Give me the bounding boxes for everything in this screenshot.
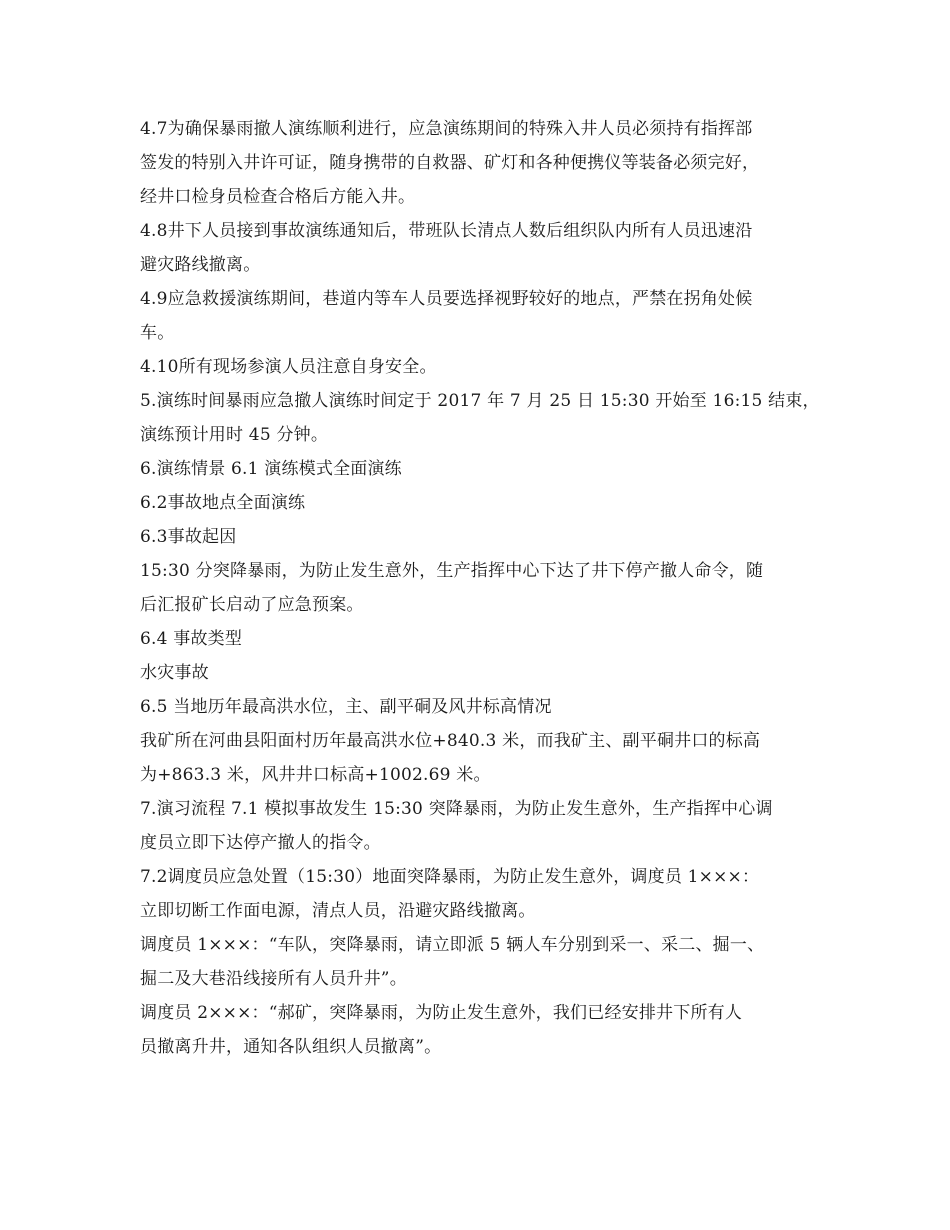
text-line: 调度员 2×××：“郝矿，突降暴雨，为防止发生意外，我们已经安排井下所有人 — [140, 1003, 743, 1023]
text-line: 员撤离升井，通知各队组织人员撤离”。 — [140, 1037, 442, 1057]
text-line: 4.7为确保暴雨撤人演练顺利进行，应急演练期间的特殊入井人员必须持有指挥部 — [140, 119, 753, 139]
paragraph-4-7 — [140, 112, 820, 214]
paragraph-4-9 — [140, 282, 820, 350]
paragraph-4-10 — [140, 350, 820, 384]
text-line: 后汇报矿长启动了应急预案。 — [140, 595, 364, 615]
text-line: 6.3事故起因 — [140, 527, 237, 547]
text-line: 5.演练时间暴雨应急撤人演练时间定于 2017 年 7 月 25 日 15:30 开始至 16:15 结束， — [140, 391, 820, 411]
text-line: 立即切断工作面电源，清点人员，沿避灾路线撤离。 — [140, 901, 536, 921]
text-line: 6.4 事故类型 — [140, 629, 243, 649]
text-line: 水灾事故 — [140, 663, 209, 683]
text-line: 7.演习流程 7.1 模拟事故发生 15:30 突降暴雨，为防止发生意外，生产指挥中心调 — [140, 799, 773, 819]
paragraph-4-8 — [140, 214, 820, 282]
paragraph-6-4 — [140, 622, 820, 656]
text-line: 6.2事故地点全面演练 — [140, 493, 306, 513]
text-line: 掘二及大巷沿线接所有人员升井”。 — [140, 969, 407, 989]
text-line: 经井口检身员检查合格后方能入井。 — [140, 187, 416, 207]
text-line: 我矿所在河曲县阳面村历年最高洪水位+840.3 米，而我矿主、副平硐井口的标高 — [140, 731, 761, 751]
paragraph-cause — [140, 554, 820, 622]
paragraph-7-1 — [140, 792, 820, 860]
paragraph-6-3 — [140, 520, 820, 554]
paragraph-dispatcher-1 — [140, 928, 820, 996]
text-line: 4.10所有现场参演人员注意自身安全。 — [140, 357, 437, 377]
text-line: 7.2调度员应急处置（15:30）地面突降暴雨，为防止发生意外，调度员 1×××： — [140, 867, 760, 887]
paragraph-elevation — [140, 724, 820, 792]
text-line: 度员立即下达停产撤人的指令。 — [140, 833, 381, 853]
paragraph-6-1 — [140, 452, 820, 486]
paragraph-6-2 — [140, 486, 820, 520]
text-line: 签发的特别入井许可证，随身携带的自救器、矿灯和各种便携仪等装备必须完好， — [140, 153, 760, 173]
text-line: 演练预计用时 45 分钟。 — [140, 425, 329, 445]
paragraph-6-5 — [140, 690, 820, 724]
text-line: 调度员 1×××：“车队，突降暴雨，请立即派 5 辆人车分别到采一、采二、掘一、 — [140, 935, 765, 955]
text-line: 避灾路线撤离。 — [140, 255, 261, 275]
paragraph-5 — [140, 384, 820, 452]
paragraph-dispatcher-2 — [140, 996, 820, 1064]
paragraph-type — [140, 656, 820, 690]
text-line: 6.5 当地历年最高洪水位，主、副平硐及风井标高情况 — [140, 697, 552, 717]
text-line: 15:30 分突降暴雨，为防止发生意外，生产指挥中心下达了井下停产撤人命令，随 — [140, 561, 764, 581]
text-line: 车。 — [140, 323, 175, 343]
text-line: 4.9应急救援演练期间，巷道内等车人员要选择视野较好的地点，严禁在拐角处候 — [140, 289, 753, 309]
paragraph-7-2 — [140, 860, 820, 928]
text-line: 4.8井下人员接到事故演练通知后，带班队长清点人数后组织队内所有人员迅速沿 — [140, 221, 753, 241]
document-body — [140, 112, 820, 1064]
text-line: 6.演练情景 6.1 演练模式全面演练 — [140, 459, 402, 479]
text-line: 为+863.3 米，风井井口标高+1002.69 米。 — [140, 765, 491, 785]
